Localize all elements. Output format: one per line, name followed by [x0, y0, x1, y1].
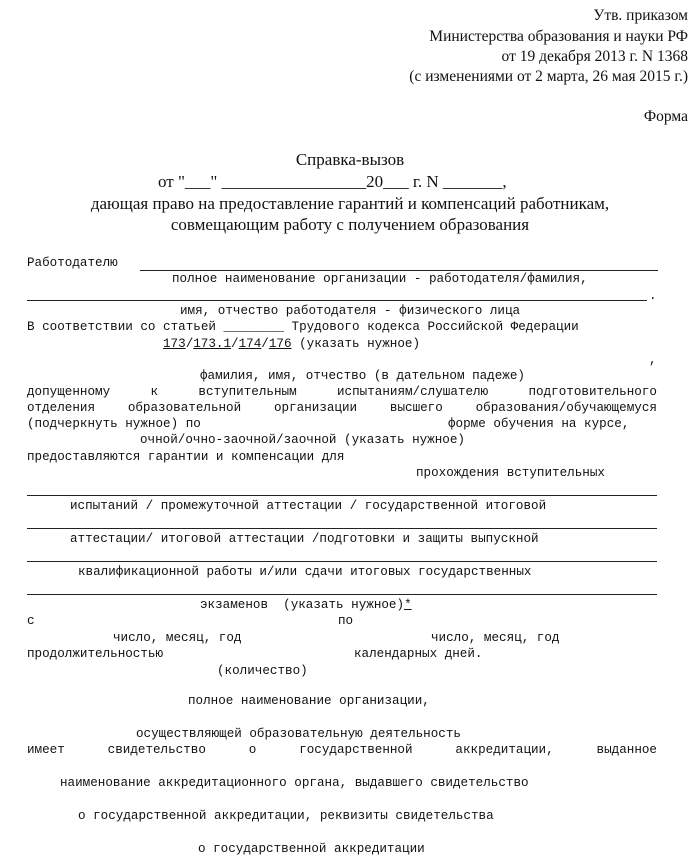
comma-mark: ,	[649, 353, 657, 367]
approval-line-2: Министерства образования и науки РФ	[429, 28, 688, 45]
word: имеет	[27, 743, 65, 757]
purpose-rule-1	[27, 495, 657, 496]
purpose-line-2: испытаний / промежуточной аттестации / государственной итоговой	[70, 499, 547, 513]
period-mark: .	[649, 289, 657, 303]
purpose-rule-2	[27, 528, 657, 529]
org-full-name-caption: полное наименование организации,	[188, 694, 430, 708]
accreditation-details-caption: о государственной аккредитации, реквизиты свидетельства	[78, 809, 494, 823]
word: организации	[273, 401, 358, 415]
word: испытаниям/слушателю	[336, 385, 489, 399]
employer-label: Работодателю	[27, 256, 118, 270]
document-title: Справка-вызов	[295, 150, 405, 169]
word: выданное	[596, 743, 657, 757]
date-to-caption: число, месяц, год	[431, 631, 560, 645]
article-note: (указать нужное)	[291, 337, 421, 351]
accreditation-body-caption: наименование аккредитационного органа, выдавшего свидетельство	[60, 776, 529, 790]
purpose-text: экзаменов (указать нужное)	[200, 598, 405, 612]
word: допущенному	[27, 385, 111, 399]
form-of-study: форме обучения на курсе,	[448, 417, 630, 431]
approval-line-3: от 19 декабря 2013 г. N 1368	[501, 48, 688, 65]
purpose-line-5	[200, 598, 412, 612]
approval-line-4: (с изменениями от 2 марта, 26 мая 2015 г.)	[409, 68, 688, 85]
article-173-1: 173.1	[193, 337, 232, 351]
approval-line-1: Утв. приказом	[593, 7, 688, 24]
quantity-caption: (количество)	[217, 664, 308, 678]
study-forms: очной/очно-заочной/заочной (указать нужное)	[140, 433, 465, 447]
word: подготовительного	[528, 385, 657, 399]
purpose-line-3: аттестации/ итоговой аттестации /подготовки и защиты выпускной	[70, 532, 539, 546]
title-purpose-line-2: совмещающим работу с получением образования	[170, 215, 530, 234]
certificate-line	[27, 743, 657, 757]
purpose-rule-3	[27, 561, 657, 562]
word: вступительным	[198, 385, 297, 399]
article-sep-1: /	[185, 337, 194, 351]
word: аккредитации,	[455, 743, 554, 757]
purpose-line-1: прохождения вступительных	[416, 466, 605, 480]
duration-label: продолжительностью	[27, 647, 164, 661]
calendar-days-label: календарных дней.	[354, 647, 483, 661]
date-to-label: по	[338, 614, 354, 628]
article-174: 174	[238, 337, 262, 351]
word: к	[150, 385, 159, 399]
word: отделения	[27, 401, 96, 415]
accreditation-last-caption: о государственной аккредитации	[198, 842, 425, 856]
employer-line	[140, 270, 658, 271]
date-from-caption: число, месяц, год	[113, 631, 242, 645]
form-label: Форма	[643, 108, 688, 125]
purpose-rule-4	[27, 594, 657, 595]
article-173: 173	[163, 337, 186, 351]
word: образовательной	[127, 401, 242, 415]
org-activity-caption: осуществляющей образовательную деятельность	[136, 727, 461, 741]
word: о	[248, 743, 257, 757]
word: государственной	[299, 743, 413, 757]
admitted-line	[27, 385, 657, 399]
guarantees-label: предоставляются гарантии и компенсации для	[27, 450, 345, 464]
purpose-line-4: квалификационной работы и/или сдачи итоговых государственных	[78, 565, 532, 579]
employer-line-2	[27, 300, 647, 301]
title-purpose-line-1: дающая право на предоставление гарантий и компенсаций работникам,	[90, 194, 610, 213]
word: образования/обучающемуся	[475, 401, 657, 415]
article-176: 176	[268, 337, 292, 351]
article-sep-3: /	[261, 337, 269, 351]
fio-caption: фамилия, имя, отчество (в дательном падеже)	[200, 369, 525, 383]
employer-caption: полное наименование организации - работодателя/фамилия,	[172, 272, 588, 286]
word: высшего	[389, 401, 443, 415]
article-options	[163, 337, 420, 351]
title-date-number: от "___" _________________20___ г. N _______,	[158, 172, 507, 191]
department-line	[27, 401, 657, 415]
article-reference: В соответствии со статьей ________ Трудового кодекса Российской Федерации	[27, 320, 579, 334]
employer-caption-2: имя, отчество работодателя - физического лица	[180, 304, 521, 318]
date-from-label: с	[27, 614, 35, 628]
word: свидетельство	[107, 743, 206, 757]
underline-needed: (подчеркнуть нужное) по	[27, 417, 201, 431]
article-sep-2: /	[231, 337, 239, 351]
footnote-star: *	[404, 598, 412, 612]
